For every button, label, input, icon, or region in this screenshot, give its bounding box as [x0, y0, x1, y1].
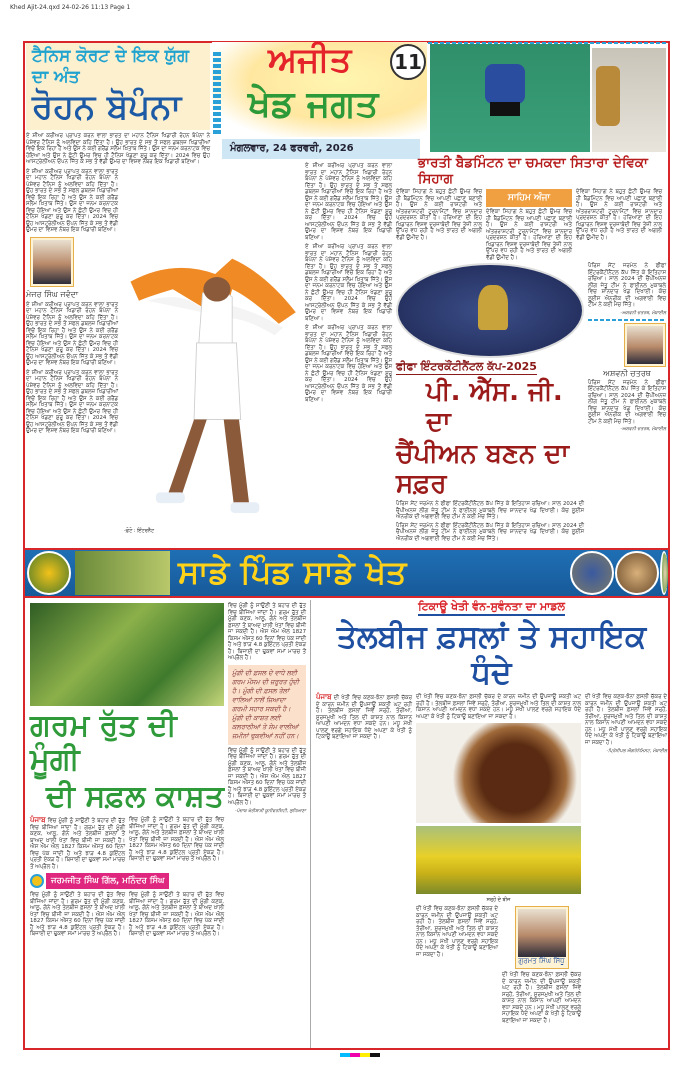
rohan-kicker: ਟੈਨਿਸ ਕੋਰਟ ਦੇ ਇਕ ਯੁੱਗ ਦਾ ਅੰਤ: [32, 46, 189, 87]
psg-col-2: ਪੈਰਿਸ ਸੇਂਟ ਜਰਮੇਨ ਨੇ ਫੀਫਾ ਇੰਟਰਕੌਂਟੀਨੈਂਟਲ ਕੱਪ ਜਿੱਤ ਕੇ ਇਤਿਹਾਸ ਰਚਿਆ। ਸਾਲ 2024 ਦੀ ਚੈਂਪੀਅਨਜ਼ ਲੀਗ ਜੇਤੂ ਟੀਮ ਨੇ ਫਾਈਨਲ ਮੁਕਾਬਲੇ ਵਿਚ ਸ਼ਾਨਦਾਰ ਖੇਡ ਦਿਖਾਈ। ਕੋਚ ਲੂਈਸ ਐਨਰੀਕ ਦੀ ਅਗਵਾਈ ਵਿਚ ਟੀਮ ਨੇ ਕਈ ਮੈਚ ਜਿੱਤੇ।: [588, 379, 666, 425]
psg-author-name: ਅਸ਼ਵਨੀ ਚਤਰਥ: [603, 368, 651, 378]
oilseed-columns: [316, 694, 667, 1024]
masthead-section: ਖੇਡ ਜਗਤ: [248, 84, 379, 125]
mung-col-top: ਵਿਚ ਮੂੰਗੀ ਨੂੰ ਸਾਉਣੀ ਤੇ ਬਹਾਰ ਦੀ ਰੁੱਤ ਵਿਚ ਬੀਜਿਆ ਜਾਂਦਾ ਹੈ। ਗਰਮ ਰੁੱਤ ਦੀ ਮੂੰਗੀ ਕਣਕ, ਆਲੂ, ਗੰਨੇ ਅਤੇ ਤੇਲਬੀਜ ਫ਼ਸਲਾਂ ਤੋਂ ਬਾਅਦ ਖ਼ਾਲੀ ਖੇਤਾਂ ਵਿਚ ਬੀਜੀ ਜਾ ਸਕਦੀ ਹੈ। ਐਸ ਐਮ ਐਲ 1827 ਕਿਸਮ ਔਸਤ 60 ਦਿਨਾਂ ਵਿਚ ਪੱਕ ਜਾਂਦੀ ਹੈ ਅਤੇ ਝਾੜ 4.8 ਕੁਇੰਟਲ ਪ੍ਰਤੀ ਏਕੜ ਹੈ। ਬਿਜਾਈ ਦਾ ਢੁਕਵਾਂ ਸਮਾਂ ਮਾਰਚ ਤੋਂ ਅਪ੍ਰੈਲ ਹੈ।: [228, 603, 306, 661]
oilseed-author-portrait: [515, 906, 569, 969]
psg-author-portrait: [624, 323, 666, 367]
potato-photo: [615, 551, 659, 595]
rohan-col-1: ਏ ਸ਼ੀਆ ਕਰੀਅਰ ਪ੍ਰਾਪਤ ਕਰਨ ਵਾਲਾ ਭਾਰਤ ਦਾ ਮਹਾਨ ਟੈਨਿਸ ਖਿਡਾਰੀ ਰੋਹਨ ਬੋਪੰਨਾ ਨੇ ਪੇਸ਼ੇਵਰ ਟੈਨਿਸ ਨੂੰ ਅਲਵਿਦਾ ਕਹਿ ਦਿੱਤਾ ਹੈ। ਉਹ ਭਾਰਤ ਦੇ ਸਭ ਤੋਂ ਸਫਲ ਡਬਲਜ਼ ਖਿਡਾਰੀਆਂ ਵਿਚੋਂ ਇਕ ਰਿਹਾ ਹੈ ਅਤੇ ਉਸ ਨੇ ਕਈ ਗਰੈਂਡ ਸਲੈਮ ਖ਼ਿਤਾਬ ਜਿੱਤੇ। ਉਸ ਦਾ ਜਨਮ ਕਰਨਾਟਕ ਵਿਚ ਹੋਇਆ ਅਤੇ ਉਸ ਨੇ ਛੋਟੀ ਉਮਰ ਵਿਚ ਹੀ ਟੈਨਿਸ ਖੇਡਣਾ ਸ਼ੁਰੂ ਕਰ ਦਿੱਤਾ। 2024 ਵਿਚ ਉਹ ਆਸਟ੍ਰੇਲੀਅਨ ਓਪਨ ਜਿੱਤ ਕੇ ਸਭ ਤੋਂ ਵੱਡੀ ਉਮਰ ਦਾ ਵਿਸ਼ਵ ਨੰਬਰ ਇਕ ਖਿਡਾਰੀ ਬਣਿਆ।: [26, 168, 118, 233]
mung-side-stack: [228, 603, 306, 815]
psg-team-photo: [396, 263, 584, 358]
mung-pull-quote: ਮੂੰਗੀ ਦੀ ਫ਼ਸਲ ਦੇ ਵਾਧੇ ਲਈ ਗਰਮ ਮੌਸਮ ਦੀ ਜ਼ਰੂਰਤ ਹੁੰਦੀ ਹੈ। ਮੂੰਗੀ ਦੀ ਫ਼ਸਲ ਤੇਲਾਂ ਵਾਲਿਆਂ ਨਾਲੋਂ ਜ਼ਿਆਦਾ ਗਰਮੀ ਸਹਾਰ ਸਕਦੀ ਹੈ। ਮੂੰਗੀ ਦੀ ਕਾਸ਼ਤ ਲਈ ਕਲਰਾਠੀਆਂ ਤੇ ਸੇਮ ਵਾਲੀਆਂ ਜ਼ਮੀਨਾਂ ਢੁਕਵੀਆਂ ਨਹੀਂ ਹਨ।: [228, 665, 306, 745]
oilseed-mid: [416, 694, 581, 1024]
mung-credit: -ਪੰਜਾਬ ਖੇਤੀਬਾੜੀ ਯੂਨੀਵਰਸਿਟੀ, ਲੁਧਿਆਣਾ: [235, 809, 306, 814]
mung-stack: [30, 603, 224, 938]
soil-photo: [660, 551, 668, 595]
oilseed-title: ਤੇਲਬੀਜ ਫ਼ਸਲਾਂ ਤੇ ਸਹਾਇਕ ਧੰਦੇ: [336, 619, 647, 691]
psg-col-3: ਪੈਰਿਸ ਸੇਂਟ ਜਰਮੇਨ ਨੇ ਫੀਫਾ ਇੰਟਰਕੌਂਟੀਨੈਂਟਲ ਕੱਪ ਜਿੱਤ ਕੇ ਇਤਿਹਾਸ ਰਚਿਆ। ਸਾਲ 2024 ਦੀ ਚੈਂਪੀਅਨਜ਼ ਲੀਗ ਜੇਤੂ ਟੀਮ ਨੇ ਫਾਈਨਲ ਮੁਕਾਬਲੇ ਵਿਚ ਸ਼ਾਨਦਾਰ ਖੇਡ ਦਿਖਾਈ। ਕੋਚ ਲੂਈਸ ਐਨਰੀਕ ਦੀ ਅਗਵਾਈ ਵਿਚ ਟੀਮ ਨੇ ਕਈ ਮੈਚ ਜਿੱਤੇ।: [396, 501, 584, 520]
rohan-author-portrait: [30, 237, 74, 287]
devika-col-3: ਦੇਵਿਕਾ ਸਿਹਾਗ ਨੇ ਬਹੁਤ ਛੋਟੀ ਉਮਰ ਵਿਚ ਹੀ ਬੈਡਮਿੰਟਨ ਵਿਚ ਆਪਣੀ ਪਛਾਣ ਬਣਾਈ ਹੈ। ਉਸ ਨੇ ਕਈ ਰਾਸ਼ਟਰੀ ਅਤੇ ਅੰਤਰਰਾਸ਼ਟਰੀ ਟੂਰਨਾਮੈਂਟਾਂ ਵਿਚ ਸ਼ਾਨਦਾਰ ਪ੍ਰਦਰਸ਼ਨ ਕੀਤਾ ਹੈ। ਹਰਿਆਣਾ ਦੀ ਇਹ ਖਿਡਾਰਨ ਵਿਸ਼ਵ ਦਰਜਾਬੰਦੀ ਵਿਚ ਤੇਜ਼ੀ ਨਾਲ ਉੱਪਰ ਵਧ ਰਹੀ ਹੈ ਅਤੇ ਭਾਰਤ ਦੀ ਅਗਲੀ ਵੱਡੀ ਉਮੀਦ ਹੈ।: [576, 189, 662, 241]
player-figure: [485, 64, 525, 104]
psg-title-line1: ਪੀ. ਐੱਸ. ਜੀ. ਦਾ: [426, 377, 563, 437]
mung-title-line2: ਦੀ ਸਫ਼ਲ ਕਾਸ਼ਤ: [46, 779, 224, 814]
rohan-col-5: ਏ ਸ਼ੀਆ ਕਰੀਅਰ ਪ੍ਰਾਪਤ ਕਰਨ ਵਾਲਾ ਭਾਰਤ ਦਾ ਮਹਾਨ ਟੈਨਿਸ ਖਿਡਾਰੀ ਰੋਹਨ ਬੋਪੰਨਾ ਨੇ ਪੇਸ਼ੇਵਰ ਟੈਨਿਸ ਨੂੰ ਅਲਵਿਦਾ ਕਹਿ ਦਿੱਤਾ ਹੈ। ਉਹ ਭਾਰਤ ਦੇ ਸਭ ਤੋਂ ਸਫਲ ਡਬਲਜ਼ ਖਿਡਾਰੀਆਂ ਵਿਚੋਂ ਇਕ ਰਿਹਾ ਹੈ ਅਤੇ ਉਸ ਨੇ ਕਈ ਗਰੈਂਡ ਸਲੈਮ ਖ਼ਿਤਾਬ ਜਿੱਤੇ। ਉਸ ਦਾ ਜਨਮ ਕਰਨਾਟਕ ਵਿਚ ਹੋਇਆ ਅਤੇ ਉਸ ਨੇ ਛੋਟੀ ਉਮਰ ਵਿਚ ਹੀ ਟੈਨਿਸ ਖੇਡਣਾ ਸ਼ੁਰੂ ਕਰ ਦਿੱਤਾ। 2024 ਵਿਚ ਉਹ ਆਸਟ੍ਰੇਲੀਅਨ ਓਪਨ ਜਿੱਤ ਕੇ ਸਭ ਤੋਂ ਵੱਡੀ ਉਮਰ ਦਾ ਵਿਸ਼ਵ ਨੰਬਰ ਇਕ ਖਿਡਾਰੀ ਬਣਿਆ।: [305, 244, 392, 322]
dotted-rule: [588, 319, 666, 321]
rohan-photo: [122, 228, 300, 523]
rohan-right-stack: [305, 163, 392, 403]
psg-left: [396, 263, 584, 542]
oilseed-stack: [316, 600, 667, 1024]
oilseed-col-4: ਦੀ ਖੇਤੀ ਵਿਚ ਕਣਕ-ਝੋਨਾ ਫ਼ਸਲੀ ਚੱਕਰ ਦੇ ਕਾਰਨ ਜ਼ਮੀਨ ਦੀ ਉਪਜਾਊ ਸ਼ਕਤੀ ਘਟ ਰਹੀ ਹੈ। ਤੇਲਬੀਜ ਫ਼ਸਲਾਂ ਜਿਵੇਂ ਸਰ੍ਹੋਂ, ਤੋਰੀਆ, ਸੂਰਜਮੁਖੀ ਅਤੇ ਤਿਲ ਦੀ ਕਾਸ਼ਤ ਨਾਲ ਕਿਸਾਨ ਆਪਣੀ ਆਮਦਨ ਵਧਾ ਸਕਦੇ ਹਨ। ਮਧੂ ਮੱਖੀ ਪਾਲਣ ਵਰਗੇ ਸਹਾਇਕ ਧੰਦੇ ਅਪਣਾ ਕੇ ਖੇਤੀ ਨੂੰ ਟਿਕਾਊ ਬਣਾਇਆ ਜਾ ਸਕਦਾ ਹੈ।: [585, 694, 667, 746]
oilseed-mid-row: [416, 906, 581, 1024]
mung-col-2: ਵਿਚ ਮੂੰਗੀ ਨੂੰ ਸਾਉਣੀ ਤੇ ਬਹਾਰ ਦੀ ਰੁੱਤ ਵਿਚ ਬੀਜਿਆ ਜਾਂਦਾ ਹੈ। ਗਰਮ ਰੁੱਤ ਦੀ ਮੂੰਗੀ ਕਣਕ, ਆਲੂ, ਗੰਨੇ ਅਤੇ ਤੇਲਬੀਜ ਫ਼ਸਲਾਂ ਤੋਂ ਬਾਅਦ ਖ਼ਾਲੀ ਖੇਤਾਂ ਵਿਚ ਬੀਜੀ ਜਾ ਸਕਦੀ ਹੈ। ਐਸ ਐਮ ਐਲ 1827 ਕਿਸਮ ਔਸਤ 60 ਦਿਨਾਂ ਵਿਚ ਪੱਕ ਜਾਂਦੀ ਹੈ ਅਤੇ ਝਾੜ 4.8 ਕੁਇੰਟਲ ਪ੍ਰਤੀ ਏਕੜ ਹੈ। ਬਿਜਾਈ ਦਾ ਢੁਕਵਾਂ ਸਮਾਂ ਮਾਰਚ ਤੋਂ ਅਪ੍ਰੈਲ ਹੈ।: [129, 817, 224, 862]
rohan-col-3: ਏ ਸ਼ੀਆ ਕਰੀਅਰ ਪ੍ਰਾਪਤ ਕਰਨ ਵਾਲਾ ਭਾਰਤ ਦਾ ਮਹਾਨ ਟੈਨਿਸ ਖਿਡਾਰੀ ਰੋਹਨ ਬੋਪੰਨਾ ਨੇ ਪੇਸ਼ੇਵਰ ਟੈਨਿਸ ਨੂੰ ਅਲਵਿਦਾ ਕਹਿ ਦਿੱਤਾ ਹੈ। ਉਹ ਭਾਰਤ ਦੇ ਸਭ ਤੋਂ ਸਫਲ ਡਬਲਜ਼ ਖਿਡਾਰੀਆਂ ਵਿਚੋਂ ਇਕ ਰਿਹਾ ਹੈ ਅਤੇ ਉਸ ਨੇ ਕਈ ਗਰੈਂਡ ਸਲੈਮ ਖ਼ਿਤਾਬ ਜਿੱਤੇ। ਉਸ ਦਾ ਜਨਮ ਕਰਨਾਟਕ ਵਿਚ ਹੋਇਆ ਅਤੇ ਉਸ ਨੇ ਛੋਟੀ ਉਮਰ ਵਿਚ ਹੀ ਟੈਨਿਸ ਖੇਡਣਾ ਸ਼ੁਰੂ ਕਰ ਦਿੱਤਾ। 2024 ਵਿਚ ਉਹ ਆਸਟ੍ਰੇਲੀਅਨ ਓਪਨ ਜਿੱਤ ਕੇ ਸਭ ਤੋਂ ਵੱਡੀ ਉਮਰ ਦਾ ਵਿਸ਼ਵ ਨੰਬਰ ਇਕ ਖਿਡਾਰੀ ਬਣਿਆ।: [26, 369, 118, 434]
mustard-field-photo: [416, 826, 581, 894]
print-slug: Khed Ajit-24.qxd 24-02-26 11:13 Page 1: [10, 4, 131, 11]
mung-authors: ਜਰਮਜੀਤ ਸਿੰਘ ਗਿੱਲ, ਮਨਿੰਦਰ ਸਿੰਘ: [46, 873, 169, 889]
oilseed-col-1: [316, 694, 412, 741]
mung-col-5: ਵਿਚ ਮੂੰਗੀ ਨੂੰ ਸਾਉਣੀ ਤੇ ਬਹਾਰ ਦੀ ਰੁੱਤ ਵਿਚ ਬੀਜਿਆ ਜਾਂਦਾ ਹੈ। ਗਰਮ ਰੁੱਤ ਦੀ ਮੂੰਗੀ ਕਣਕ, ਆਲੂ, ਗੰਨੇ ਅਤੇ ਤੇਲਬੀਜ ਫ਼ਸਲਾਂ ਤੋਂ ਬਾਅਦ ਖ਼ਾਲੀ ਖੇਤਾਂ ਵਿਚ ਬੀਜੀ ਜਾ ਸਕਦੀ ਹੈ। ਐਸ ਐਮ ਐਲ 1827 ਕਿਸਮ ਔਸਤ 60 ਦਿਨਾਂ ਵਿਚ ਪੱਕ ਜਾਂਦੀ ਹੈ ਅਤੇ ਝਾੜ 4.8 ਕੁਇੰਟਲ ਪ੍ਰਤੀ ਏਕੜ ਹੈ। ਬਿਜਾਈ ਦਾ ਢੁਕਵਾਂ ਸਮਾਂ ਮਾਰਚ ਤੋਂ ਅਪ੍ਰੈਲ ਹੈ।: [228, 747, 306, 806]
devika-mid: [486, 189, 572, 261]
oilseed-col-top: ਦੀ ਖੇਤੀ ਵਿਚ ਕਣਕ-ਝੋਨਾ ਫ਼ਸਲੀ ਚੱਕਰ ਦੇ ਕਾਰਨ ਜ਼ਮੀਨ ਦੀ ਉਪਜਾਊ ਸ਼ਕਤੀ ਘਟ ਰਹੀ ਹੈ। ਤੇਲਬੀਜ ਫ਼ਸਲਾਂ ਜਿਵੇਂ ਸਰ੍ਹੋਂ, ਤੋਰੀਆ, ਸੂਰਜਮੁਖੀ ਅਤੇ ਤਿਲ ਦੀ ਕਾਸ਼ਤ ਨਾਲ ਕਿਸਾਨ ਆਪਣੀ ਆਮਦਨ ਵਧਾ ਸਕਦੇ ਹਨ। ਮਧੂ ਮੱਖੀ ਪਾਲਣ ਵਰਗੇ ਸਹਾਇਕ ਧੰਦੇ ਅਪਣਾ ਕੇ ਖੇਤੀ ਨੂੰ ਟਿਕਾਊ ਬਣਾਇਆ ਜਾ ਸਕਦਾ ਹੈ।: [416, 694, 581, 720]
photo-caption: ਸਰ੍ਹੋਂ ਦੇ ਬੀਜ: [486, 897, 511, 903]
color-registration-bar: [340, 1053, 380, 1057]
farmers-photo: [75, 551, 170, 595]
mung-lead: ਪੰਜਾਬ: [30, 816, 46, 824]
badminton-photo: [430, 44, 590, 152]
mung-body: ਵਿਚ ਮੂੰਗੀ ਨੂੰ ਸਾਉਣੀ ਤੇ ਬਹਾਰ ਦੀ ਰੁੱਤ ਵਿਚ ਬੀਜਿਆ ਜਾਂਦਾ ਹੈ। ਗਰਮ ਰੁੱਤ ਦੀ ਮੂੰਗੀ ਕਣਕ, ਆਲੂ, ਗੰਨੇ ਅਤੇ ਤੇਲਬੀਜ ਫ਼ਸਲਾਂ ਤੋਂ ਬਾਅਦ ਖ਼ਾਲੀ ਖੇਤਾਂ ਵਿਚ ਬੀਜੀ ਜਾ ਸਕਦੀ ਹੈ। ਐਸ ਐਮ ਐਲ 1827 ਕਿਸਮ ਔਸਤ 60 ਦਿਨਾਂ ਵਿਚ ਪੱਕ ਜਾਂਦੀ ਹੈ ਅਤੇ ਝਾੜ 4.8 ਕੁਇੰਟਲ ਪ੍ਰਤੀ ਏਕੜ ਹੈ। ਬਿਜਾਈ ਦਾ ਢੁਕਵਾਂ ਸਮਾਂ ਮਾਰਚ ਤੋਂ ਅਪ੍ਰੈਲ ਹੈ।: [30, 818, 125, 870]
mung-row-1: [30, 817, 224, 870]
rohan-title: ਰੋਹਨ ਬੋਪੰਨਾ: [32, 87, 182, 127]
psg-section: [396, 263, 666, 542]
oilseed-mid-right: [502, 906, 581, 1024]
psg-kicker: ਫੀਫਾ ਇੰਟਰਕੌਂਟੀਨੈਂਟਲ ਕੱਪ-2025: [396, 360, 537, 373]
psg-top-credit: -ਅਸ਼ਵਨੀ ਚਤਰਥ, ਮੋਬਾਈਲ: [620, 310, 666, 316]
trophy: [478, 285, 508, 330]
rohan-author-name: ਮੇਜਰ ਸਿੰਘ ਜਵੰਦਾ: [26, 289, 79, 299]
column-divider: [310, 600, 311, 1048]
sunflower-photo: [27, 551, 71, 595]
mung-author-row: [30, 873, 224, 889]
page-number: 11: [390, 44, 426, 80]
mustard-seeds-photo: [416, 723, 581, 823]
masthead-brand: ਅਜੀਤ: [268, 40, 352, 80]
farm-banner-title: ਸਾਡੇ ਪਿੰਡ ਸਾਡੇ ਖੇਤ: [178, 553, 407, 591]
devika-col-1: ਦੇਵਿਕਾ ਸਿਹਾਗ ਨੇ ਬਹੁਤ ਛੋਟੀ ਉਮਰ ਵਿਚ ਹੀ ਬੈਡਮਿੰਟਨ ਵਿਚ ਆਪਣੀ ਪਛਾਣ ਬਣਾਈ ਹੈ। ਉਸ ਨੇ ਕਈ ਰਾਸ਼ਟਰੀ ਅਤੇ ਅੰਤਰਰਾਸ਼ਟਰੀ ਟੂਰਨਾਮੈਂਟਾਂ ਵਿਚ ਸ਼ਾਨਦਾਰ ਪ੍ਰਦਰਸ਼ਨ ਕੀਤਾ ਹੈ। ਹਰਿਆਣਾ ਦੀ ਇਹ ਖਿਡਾਰਨ ਵਿਸ਼ਵ ਦਰਜਾਬੰਦੀ ਵਿਚ ਤੇਜ਼ੀ ਨਾਲ ਉੱਪਰ ਵਧ ਰਹੀ ਹੈ ਅਤੇ ਭਾਰਤ ਦੀ ਅਗਲੀ ਵੱਡੀ ਉਮੀਦ ਹੈ।: [396, 189, 482, 241]
rohan-photo-credit: -ਫ਼ੋਟੋ : ਇੰਟਰਨੈੱਟ: [124, 528, 155, 534]
rohan-intro: ਏ ਸ਼ੀਆ ਕਰੀਅਰ ਪ੍ਰਾਪਤ ਕਰਨ ਵਾਲਾ ਭਾਰਤ ਦਾ ਮਹਾਨ ਟੈਨਿਸ ਖਿਡਾਰੀ ਰੋਹਨ ਬੋਪੰਨਾ ਨੇ ਪੇਸ਼ੇਵਰ ਟੈਨਿਸ ਨੂੰ ਅਲਵਿਦਾ ਕਹਿ ਦਿੱਤਾ ਹੈ। ਉਹ ਭਾਰਤ ਦੇ ਸਭ ਤੋਂ ਸਫਲ ਡਬਲਜ਼ ਖਿਡਾਰੀਆਂ ਵਿਚੋਂ ਇਕ ਰਿਹਾ ਹੈ ਅਤੇ ਉਸ ਨੇ ਕਈ ਗਰੈਂਡ ਸਲੈਮ ਖ਼ਿਤਾਬ ਜਿੱਤੇ। ਉਸ ਦਾ ਜਨਮ ਕਰਨਾਟਕ ਵਿਚ ਹੋਇਆ ਅਤੇ ਉਸ ਨੇ ਛੋਟੀ ਉਮਰ ਵਿਚ ਹੀ ਟੈਨਿਸ ਖੇਡਣਾ ਸ਼ੁਰੂ ਕਰ ਦਿੱਤਾ। 2024 ਵਿਚ ਉਹ ਆਸਟ੍ਰੇਲੀਅਨ ਓਪਨ ਜਿੱਤ ਕੇ ਸਭ ਤੋਂ ਵੱਡੀ ਉਮਰ ਦਾ ਵਿਸ਼ਵ ਨੰਬਰ ਇਕ ਖਿਡਾਰੀ ਬਣਿਆ।: [26, 133, 210, 165]
rohan-narrow-stack: [26, 169, 118, 435]
oilseed-lead: ਪੰਜਾਬ: [316, 693, 332, 701]
dotted-rule: [213, 52, 221, 136]
mung-col-4: ਵਿਚ ਮੂੰਗੀ ਨੂੰ ਸਾਉਣੀ ਤੇ ਬਹਾਰ ਦੀ ਰੁੱਤ ਵਿਚ ਬੀਜਿਆ ਜਾਂਦਾ ਹੈ। ਗਰਮ ਰੁੱਤ ਦੀ ਮੂੰਗੀ ਕਣਕ, ਆਲੂ, ਗੰਨੇ ਅਤੇ ਤੇਲਬੀਜ ਫ਼ਸਲਾਂ ਤੋਂ ਬਾਅਦ ਖ਼ਾਲੀ ਖੇਤਾਂ ਵਿਚ ਬੀਜੀ ਜਾ ਸਕਦੀ ਹੈ। ਐਸ ਐਮ ਐਲ 1827 ਕਿਸਮ ਔਸਤ 60 ਦਿਨਾਂ ਵਿਚ ਪੱਕ ਜਾਂਦੀ ਹੈ ਅਤੇ ਝਾੜ 4.8 ਕੁਇੰਟਲ ਪ੍ਰਤੀ ਏਕੜ ਹੈ। ਬਿਜਾਈ ਦਾ ਢੁਕਵਾਂ ਸਮਾਂ ਮਾਰਚ ਤੋਂ ਅਪ੍ਰੈਲ ਹੈ।: [129, 892, 224, 937]
devika-title: ਭਾਰਤੀ ਬੈਡਮਿੰਟਨ ਦਾ ਚਮਕਦਾ ਸਿਤਾਰਾ ਦੇਵਿਕਾ ਸਿਹਾਗ: [418, 155, 648, 187]
psg-title-line2: ਚੈਂਪੀਅਨ ਬਣਨ ਦਾ ਸਫ਼ਰ: [396, 439, 569, 499]
psg-col-top: ਪੈਰਿਸ ਸੇਂਟ ਜਰਮੇਨ ਨੇ ਫੀਫਾ ਇੰਟਰਕੌਂਟੀਨੈਂਟਲ ਕੱਪ ਜਿੱਤ ਕੇ ਇਤਿਹਾਸ ਰਚਿਆ। ਸਾਲ 2024 ਦੀ ਚੈਂਪੀਅਨਜ਼ ਲੀਗ ਜੇਤੂ ਟੀਮ ਨੇ ਫਾਈਨਲ ਮੁਕਾਬਲੇ ਵਿਚ ਸ਼ਾਨਦਾਰ ਖੇਡ ਦਿਖਾਈ। ਕੋਚ ਲੂਈਸ ਐਨਰੀਕ ਦੀ ਅਗਵਾਈ ਵਿਚ ਟੀਮ ਨੇ ਕਈ ਮੈਚ ਜਿੱਤੇ।: [588, 263, 666, 308]
mung-col-3: ਵਿਚ ਮੂੰਗੀ ਨੂੰ ਸਾਉਣੀ ਤੇ ਬਹਾਰ ਦੀ ਰੁੱਤ ਵਿਚ ਬੀਜਿਆ ਜਾਂਦਾ ਹੈ। ਗਰਮ ਰੁੱਤ ਦੀ ਮੂੰਗੀ ਕਣਕ, ਆਲੂ, ਗੰਨੇ ਅਤੇ ਤੇਲਬੀਜ ਫ਼ਸਲਾਂ ਤੋਂ ਬਾਅਦ ਖ਼ਾਲੀ ਖੇਤਾਂ ਵਿਚ ਬੀਜੀ ਜਾ ਸਕਦੀ ਹੈ। ਐਸ ਐਮ ਐਲ 1827 ਕਿਸਮ ਔਸਤ 60 ਦਿਨਾਂ ਵਿਚ ਪੱਕ ਜਾਂਦੀ ਹੈ ਅਤੇ ਝਾੜ 4.8 ਕੁਇੰਟਲ ਪ੍ਰਤੀ ਏਕੜ ਹੈ। ਬਿਜਾਈ ਦਾ ਢੁਕਵਾਂ ਸਮਾਂ ਮਾਰਚ ਤੋਂ ਅਪ੍ਰੈਲ ਹੈ।: [30, 892, 125, 937]
psg-col-1: ਪੈਰਿਸ ਸੇਂਟ ਜਰਮੇਨ ਨੇ ਫੀਫਾ ਇੰਟਰਕੌਂਟੀਨੈਂਟਲ ਕੱਪ ਜਿੱਤ ਕੇ ਇਤਿਹਾਸ ਰਚਿਆ। ਸਾਲ 2024 ਦੀ ਚੈਂਪੀਅਨਜ਼ ਲੀਗ ਜੇਤੂ ਟੀਮ ਨੇ ਫਾਈਨਲ ਮੁਕਾਬਲੇ ਵਿਚ ਸ਼ਾਨਦਾਰ ਖੇਡ ਦਿਖਾਈ। ਕੋਚ ਲੂਈਸ ਐਨਰੀਕ ਦੀ ਅਗਵਾਈ ਵਿਚ ਟੀਮ ਨੇ ਕਈ ਮੈਚ ਜਿੱਤੇ।: [396, 522, 584, 542]
devika-byline: ਸਾਹਿਮ ਅੰਜਾ: [486, 189, 572, 207]
trophy-photo: [592, 48, 666, 152]
oilseed-author-name: ਗੁਰਮਤ ਸਿੰਘ ਸਿੱਧੂ: [518, 957, 565, 965]
oilseed-right: [585, 694, 667, 755]
devika-columns: [396, 189, 666, 261]
oilseed-body: ਦੀ ਖੇਤੀ ਵਿਚ ਕਣਕ-ਝੋਨਾ ਫ਼ਸਲੀ ਚੱਕਰ ਦੇ ਕਾਰਨ ਜ਼ਮੀਨ ਦੀ ਉਪਜਾਊ ਸ਼ਕਤੀ ਘਟ ਰਹੀ ਹੈ। ਤੇਲਬੀਜ ਫ਼ਸਲਾਂ ਜਿਵੇਂ ਸਰ੍ਹੋਂ, ਤੋਰੀਆ, ਸੂਰਜਮੁਖੀ ਅਤੇ ਤਿਲ ਦੀ ਕਾਸ਼ਤ ਨਾਲ ਕਿਸਾਨ ਆਪਣੀ ਆਮਦਨ ਵਧਾ ਸਕਦੇ ਹਨ। ਮਧੂ ਮੱਖੀ ਪਾਲਣ ਵਰਗੇ ਸਹਾਇਕ ਧੰਦੇ ਅਪਣਾ ਕੇ ਖੇਤੀ ਨੂੰ ਟਿਕਾਊ ਬਣਾਇਆ ਜਾ ਸਕਦਾ ਹੈ।: [316, 695, 412, 740]
trophy: [596, 66, 620, 126]
player-shorts: [490, 102, 520, 116]
author-badge-icon: [30, 874, 44, 888]
oilseed-kicker: ਟਿਕਾਊ ਖੇਤੀ ਵੰਨ-ਸੁਵੰਨਤਾ ਦਾ ਮਾਡਲ: [418, 600, 565, 616]
psg-credit: -ਅਸ਼ਵਨੀ ਚਤਰਥ, ਮੋਬਾਈਲ: [620, 427, 666, 432]
oilseed-col-2: ਦੀ ਖੇਤੀ ਵਿਚ ਕਣਕ-ਝੋਨਾ ਫ਼ਸਲੀ ਚੱਕਰ ਦੇ ਕਾਰਨ ਜ਼ਮੀਨ ਦੀ ਉਪਜਾਊ ਸ਼ਕਤੀ ਘਟ ਰਹੀ ਹੈ। ਤੇਲਬੀਜ ਫ਼ਸਲਾਂ ਜਿਵੇਂ ਸਰ੍ਹੋਂ, ਤੋਰੀਆ, ਸੂਰਜਮੁਖੀ ਅਤੇ ਤਿਲ ਦੀ ਕਾਸ਼ਤ ਨਾਲ ਕਿਸਾਨ ਆਪਣੀ ਆਮਦਨ ਵਧਾ ਸਕਦੇ ਹਨ। ਮਧੂ ਮੱਖੀ ਪਾਲਣ ਵਰਗੇ ਸਹਾਇਕ ਧੰਦੇ ਅਪਣਾ ਕੇ ਖੇਤੀ ਨੂੰ ਟਿਕਾਊ ਬਣਾਇਆ ਜਾ ਸਕਦਾ ਹੈ।: [416, 906, 498, 958]
devika-col-2: ਦੇਵਿਕਾ ਸਿਹਾਗ ਨੇ ਬਹੁਤ ਛੋਟੀ ਉਮਰ ਵਿਚ ਹੀ ਬੈਡਮਿੰਟਨ ਵਿਚ ਆਪਣੀ ਪਛਾਣ ਬਣਾਈ ਹੈ। ਉਸ ਨੇ ਕਈ ਰਾਸ਼ਟਰੀ ਅਤੇ ਅੰਤਰਰਾਸ਼ਟਰੀ ਟੂਰਨਾਮੈਂਟਾਂ ਵਿਚ ਸ਼ਾਨਦਾਰ ਪ੍ਰਦਰਸ਼ਨ ਕੀਤਾ ਹੈ। ਹਰਿਆਣਾ ਦੀ ਇਹ ਖਿਡਾਰਨ ਵਿਸ਼ਵ ਦਰਜਾਬੰਦੀ ਵਿਚ ਤੇਜ਼ੀ ਨਾਲ ਉੱਪਰ ਵਧ ਰਹੀ ਹੈ ਅਤੇ ਭਾਰਤ ਦੀ ਅਗਲੀ ਵੱਡੀ ਉਮੀਦ ਹੈ।: [486, 209, 572, 261]
oilseed-col-3: ਦੀ ਖੇਤੀ ਵਿਚ ਕਣਕ-ਝੋਨਾ ਫ਼ਸਲੀ ਚੱਕਰ ਦੇ ਕਾਰਨ ਜ਼ਮੀਨ ਦੀ ਉਪਜਾਊ ਸ਼ਕਤੀ ਘਟ ਰਹੀ ਹੈ। ਤੇਲਬੀਜ ਫ਼ਸਲਾਂ ਜਿਵੇਂ ਸਰ੍ਹੋਂ, ਤੋਰੀਆ, ਸੂਰਜਮੁਖੀ ਅਤੇ ਤਿਲ ਦੀ ਕਾਸ਼ਤ ਨਾਲ ਕਿਸਾਨ ਆਪਣੀ ਆਮਦਨ ਵਧਾ ਸਕਦੇ ਹਨ। ਮਧੂ ਮੱਖੀ ਪਾਲਣ ਵਰਗੇ ਸਹਾਇਕ ਧੰਦੇ ਅਪਣਾ ਕੇ ਖੇਤੀ ਨੂੰ ਟਿਕਾਊ ਬਣਾਇਆ ਜਾ ਸਕਦਾ ਹੈ।: [502, 972, 581, 1024]
rohan-col-6: ਏ ਸ਼ੀਆ ਕਰੀਅਰ ਪ੍ਰਾਪਤ ਕਰਨ ਵਾਲਾ ਭਾਰਤ ਦਾ ਮਹਾਨ ਟੈਨਿਸ ਖਿਡਾਰੀ ਰੋਹਨ ਬੋਪੰਨਾ ਨੇ ਪੇਸ਼ੇਵਰ ਟੈਨਿਸ ਨੂੰ ਅਲਵਿਦਾ ਕਹਿ ਦਿੱਤਾ ਹੈ। ਉਹ ਭਾਰਤ ਦੇ ਸਭ ਤੋਂ ਸਫਲ ਡਬਲਜ਼ ਖਿਡਾਰੀਆਂ ਵਿਚੋਂ ਇਕ ਰਿਹਾ ਹੈ ਅਤੇ ਉਸ ਨੇ ਕਈ ਗਰੈਂਡ ਸਲੈਮ ਖ਼ਿਤਾਬ ਜਿੱਤੇ। ਉਸ ਦਾ ਜਨਮ ਕਰਨਾਟਕ ਵਿਚ ਹੋਇਆ ਅਤੇ ਉਸ ਨੇ ਛੋਟੀ ਉਮਰ ਵਿਚ ਹੀ ਟੈਨਿਸ ਖੇਡਣਾ ਸ਼ੁਰੂ ਕਰ ਦਿੱਤਾ। 2024 ਵਿਚ ਉਹ ਆਸਟ੍ਰੇਲੀਅਨ ਓਪਨ ਜਿੱਤ ਕੇ ਸਭ ਤੋਂ ਵੱਡੀ ਉਮਰ ਦਾ ਵਿਸ਼ਵ ਨੰਬਰ ਇਕ ਖਿਡਾਰੀ ਬਣਿਆ।: [305, 325, 392, 403]
devika-psg-stack: [396, 155, 666, 542]
mung-plant-photo: [30, 603, 224, 706]
issue-date: ਮੰਗਲਵਾਰ, 24 ਫਰਵਰੀ, 2026: [222, 139, 420, 159]
rohan-headline-box: [26, 43, 210, 130]
rohan-col-2: ਏ ਸ਼ੀਆ ਕਰੀਅਰ ਪ੍ਰਾਪਤ ਕਰਨ ਵਾਲਾ ਭਾਰਤ ਦਾ ਮਹਾਨ ਟੈਨਿਸ ਖਿਡਾਰੀ ਰੋਹਨ ਬੋਪੰਨਾ ਨੇ ਪੇਸ਼ੇਵਰ ਟੈਨਿਸ ਨੂੰ ਅਲਵਿਦਾ ਕਹਿ ਦਿੱਤਾ ਹੈ। ਉਹ ਭਾਰਤ ਦੇ ਸਭ ਤੋਂ ਸਫਲ ਡਬਲਜ਼ ਖਿਡਾਰੀਆਂ ਵਿਚੋਂ ਇਕ ਰਿਹਾ ਹੈ ਅਤੇ ਉਸ ਨੇ ਕਈ ਗਰੈਂਡ ਸਲੈਮ ਖ਼ਿਤਾਬ ਜਿੱਤੇ। ਉਸ ਦਾ ਜਨਮ ਕਰਨਾਟਕ ਵਿਚ ਹੋਇਆ ਅਤੇ ਉਸ ਨੇ ਛੋਟੀ ਉਮਰ ਵਿਚ ਹੀ ਟੈਨਿਸ ਖੇਡਣਾ ਸ਼ੁਰੂ ਕਰ ਦਿੱਤਾ। 2024 ਵਿਚ ਉਹ ਆਸਟ੍ਰੇਲੀਅਨ ਓਪਨ ਜਿੱਤ ਕੇ ਸਭ ਤੋਂ ਵੱਡੀ ਉਮਰ ਦਾ ਵਿਸ਼ਵ ਨੰਬਰ ਇਕ ਖਿਡਾਰੀ ਬਣਿਆ।: [26, 301, 118, 366]
psg-right: [588, 263, 666, 433]
mung-row-2: [30, 892, 224, 938]
mung-title-line1: ਗਰਮ ਰੁੱਤ ਦੀ ਮੂੰਗੀ: [30, 708, 177, 777]
dotted-rule: [428, 42, 666, 44]
tractor-photo: [570, 551, 614, 595]
mung-col-1: [30, 817, 125, 870]
oilseed-credit: -ਪ੍ਰਿੰਸੀਪਲ ਐਗਰੋਨੋਮਿਸਟ, ਮੋਬਾਈਲ: [606, 749, 667, 754]
rohan-col-4: ਏ ਸ਼ੀਆ ਕਰੀਅਰ ਪ੍ਰਾਪਤ ਕਰਨ ਵਾਲਾ ਭਾਰਤ ਦਾ ਮਹਾਨ ਟੈਨਿਸ ਖਿਡਾਰੀ ਰੋਹਨ ਬੋਪੰਨਾ ਨੇ ਪੇਸ਼ੇਵਰ ਟੈਨਿਸ ਨੂੰ ਅਲਵਿਦਾ ਕਹਿ ਦਿੱਤਾ ਹੈ। ਉਹ ਭਾਰਤ ਦੇ ਸਭ ਤੋਂ ਸਫਲ ਡਬਲਜ਼ ਖਿਡਾਰੀਆਂ ਵਿਚੋਂ ਇਕ ਰਿਹਾ ਹੈ ਅਤੇ ਉਸ ਨੇ ਕਈ ਗਰੈਂਡ ਸਲੈਮ ਖ਼ਿਤਾਬ ਜਿੱਤੇ। ਉਸ ਦਾ ਜਨਮ ਕਰਨਾਟਕ ਵਿਚ ਹੋਇਆ ਅਤੇ ਉਸ ਨੇ ਛੋਟੀ ਉਮਰ ਵਿਚ ਹੀ ਟੈਨਿਸ ਖੇਡਣਾ ਸ਼ੁਰੂ ਕਰ ਦਿੱਤਾ। 2024 ਵਿਚ ਉਹ ਆਸਟ੍ਰੇਲੀਅਨ ਓਪਨ ਜਿੱਤ ਕੇ ਸਭ ਤੋਂ ਵੱਡੀ ਉਮਰ ਦਾ ਵਿਸ਼ਵ ਨੰਬਰ ਇਕ ਖਿਡਾਰੀ ਬਣਿਆ।: [305, 163, 392, 241]
